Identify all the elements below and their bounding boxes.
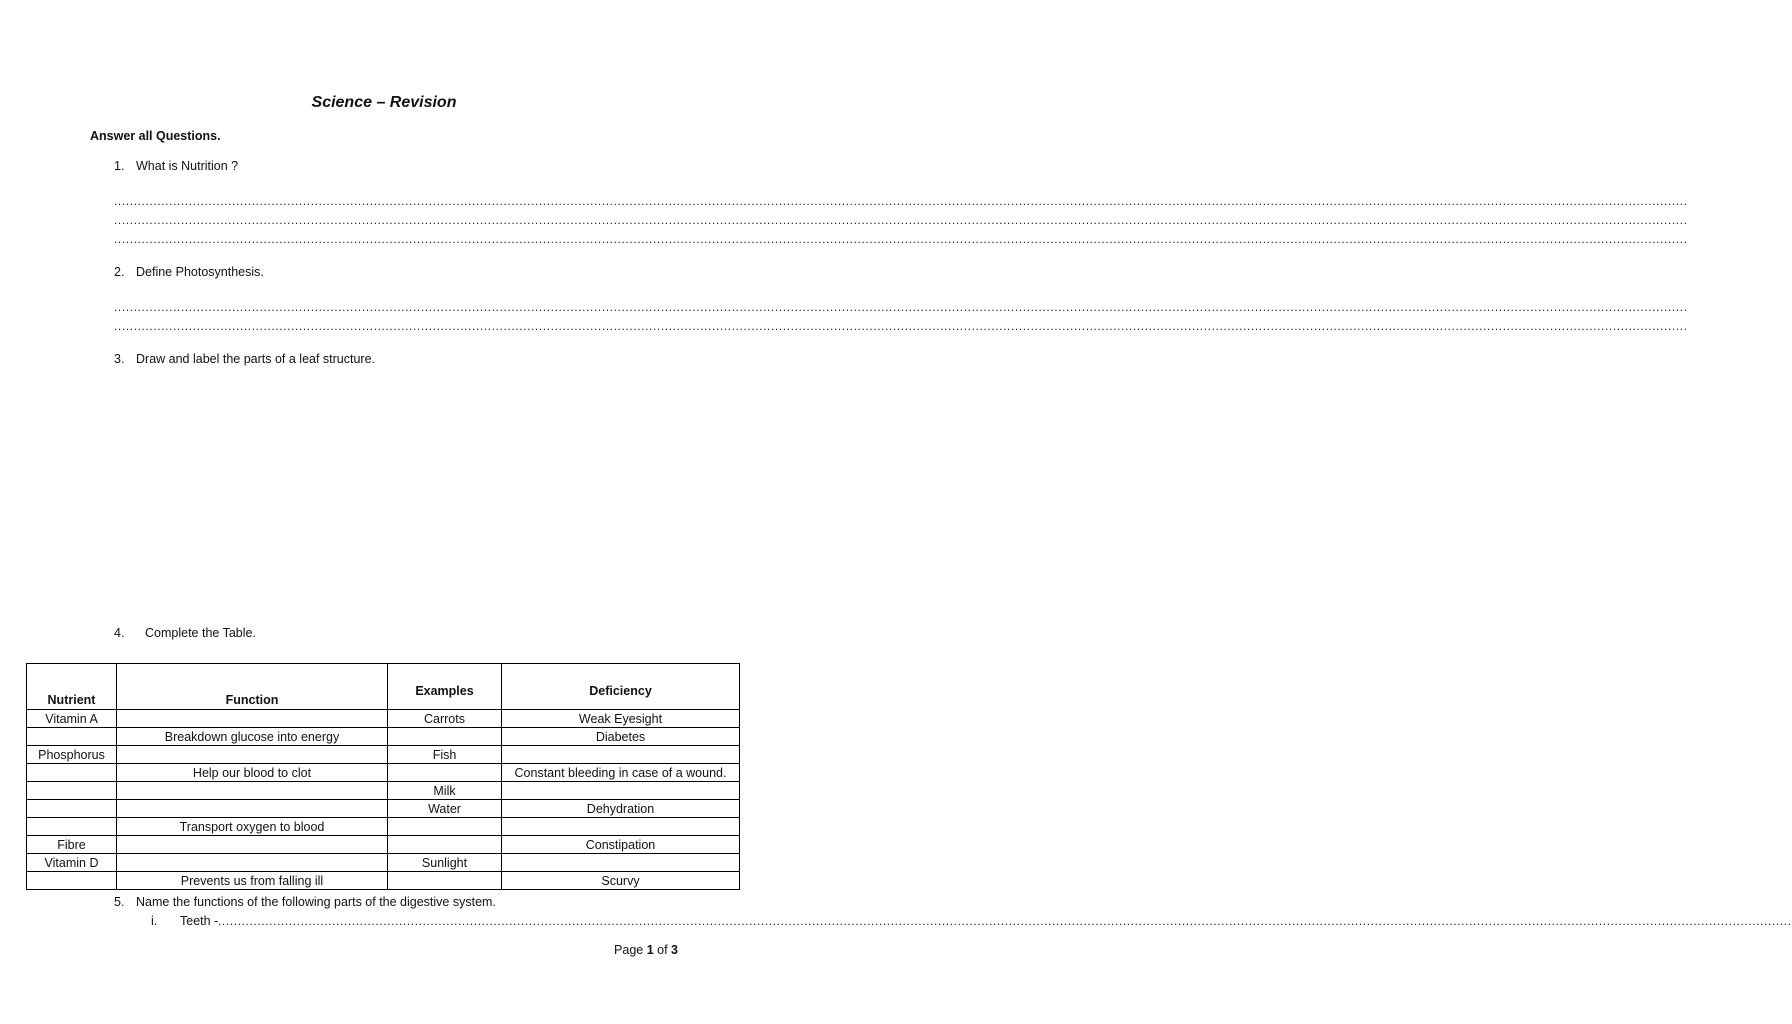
cell-function: Help our blood to clot xyxy=(117,764,388,782)
table-row xyxy=(27,782,740,800)
cell-deficiency: Constipation xyxy=(502,836,740,854)
table-row xyxy=(27,836,740,854)
header-nutrient: Nutrient xyxy=(27,664,117,710)
table-row xyxy=(27,854,740,872)
header-examples: Examples xyxy=(388,664,502,710)
question-text: Define Photosynthesis. xyxy=(136,265,264,279)
question-text: What is Nutrition ? xyxy=(136,159,239,173)
cell-nutrient: Fibre xyxy=(27,836,117,854)
cell-nutrient[interactable] xyxy=(27,764,117,782)
cell-examples: Fish xyxy=(388,746,502,764)
cell-nutrient[interactable] xyxy=(27,818,117,836)
cell-function[interactable] xyxy=(117,836,388,854)
cell-deficiency: Weak Eyesight xyxy=(502,710,740,728)
question-number: 3. xyxy=(114,352,125,366)
cell-deficiency[interactable] xyxy=(502,782,740,800)
sub-question-text: Teeth - xyxy=(180,914,219,928)
cell-function[interactable] xyxy=(117,800,388,818)
question-3 xyxy=(114,352,375,366)
cell-nutrient[interactable] xyxy=(27,782,117,800)
cell-deficiency: Constant bleeding in case of a wound. xyxy=(502,764,740,782)
cell-examples: Carrots xyxy=(388,710,502,728)
question-number: 1. xyxy=(114,159,125,173)
table-row xyxy=(27,818,740,836)
sub-question-number: i. xyxy=(151,914,158,928)
cell-nutrient: Vitamin A xyxy=(27,710,117,728)
table-row xyxy=(27,800,740,818)
nutrition-table xyxy=(26,663,740,890)
answer-line[interactable]: ................................................................................................................................................................................................................................................................................................................................................................................................................ xyxy=(114,319,1688,333)
answer-line[interactable]: ................................................................................................................................................................................................................................................................................................................................................................................................................ xyxy=(218,914,1792,928)
cell-deficiency[interactable] xyxy=(502,746,740,764)
page-number xyxy=(614,943,678,957)
page-sep: of xyxy=(653,943,672,957)
header-deficiency: Deficiency xyxy=(502,664,740,710)
question-text: Draw and label the parts of a leaf structure. xyxy=(136,352,376,366)
cell-function[interactable] xyxy=(117,710,388,728)
answer-line[interactable]: ................................................................................................................................................................................................................................................................................................................................................................................................................ xyxy=(114,232,1688,246)
answer-line[interactable]: ................................................................................................................................................................................................................................................................................................................................................................................................................ xyxy=(114,213,1688,227)
cell-nutrient[interactable] xyxy=(27,728,117,746)
page-current: 1 xyxy=(646,943,654,957)
cell-examples[interactable] xyxy=(388,764,502,782)
question-number: 4. xyxy=(114,626,125,640)
cell-examples: Milk xyxy=(388,782,502,800)
sub-question-teeth xyxy=(151,914,218,928)
question-1 xyxy=(114,159,238,173)
cell-function: Transport oxygen to blood xyxy=(117,818,388,836)
cell-deficiency: Scurvy xyxy=(502,872,740,890)
cell-function: Prevents us from falling ill xyxy=(117,872,388,890)
cell-deficiency: Dehydration xyxy=(502,800,740,818)
question-2 xyxy=(114,265,264,279)
cell-nutrient[interactable] xyxy=(27,872,117,890)
page-total: 3 xyxy=(671,943,678,957)
table-row xyxy=(27,710,740,728)
cell-deficiency[interactable] xyxy=(502,818,740,836)
question-text: Complete the Table. xyxy=(145,626,256,640)
cell-function: Breakdown glucose into energy xyxy=(117,728,388,746)
question-5 xyxy=(114,895,496,909)
question-number: 2. xyxy=(114,265,125,279)
answer-line[interactable]: ................................................................................................................................................................................................................................................................................................................................................................................................................ xyxy=(114,194,1688,208)
cell-examples[interactable] xyxy=(388,728,502,746)
table-row xyxy=(27,872,740,890)
cell-examples: Water xyxy=(388,800,502,818)
cell-function[interactable] xyxy=(117,854,388,872)
instructions: Answer all Questions. xyxy=(90,129,221,143)
question-number: 5. xyxy=(114,895,125,909)
cell-nutrient: Vitamin D xyxy=(27,854,117,872)
question-text: Name the functions of the following parts of the digestive system. xyxy=(136,895,496,909)
cell-examples[interactable] xyxy=(388,836,502,854)
cell-function[interactable] xyxy=(117,782,388,800)
cell-examples[interactable] xyxy=(388,872,502,890)
cell-nutrient: Phosphorus xyxy=(27,746,117,764)
table-row xyxy=(27,746,740,764)
answer-line[interactable]: ................................................................................................................................................................................................................................................................................................................................................................................................................ xyxy=(114,300,1688,314)
table-row xyxy=(27,764,740,782)
cell-examples[interactable] xyxy=(388,818,502,836)
cell-examples: Sunlight xyxy=(388,854,502,872)
table-header-row xyxy=(27,664,740,710)
cell-function[interactable] xyxy=(117,746,388,764)
cell-nutrient[interactable] xyxy=(27,800,117,818)
cell-deficiency[interactable] xyxy=(502,854,740,872)
cell-deficiency: Diabetes xyxy=(502,728,740,746)
drawing-area[interactable] xyxy=(114,372,676,612)
header-function: Function xyxy=(117,664,388,710)
question-4 xyxy=(114,626,256,640)
page-title: Science – Revision xyxy=(311,94,457,111)
table-row xyxy=(27,728,740,746)
page-prefix: Page xyxy=(614,943,647,957)
